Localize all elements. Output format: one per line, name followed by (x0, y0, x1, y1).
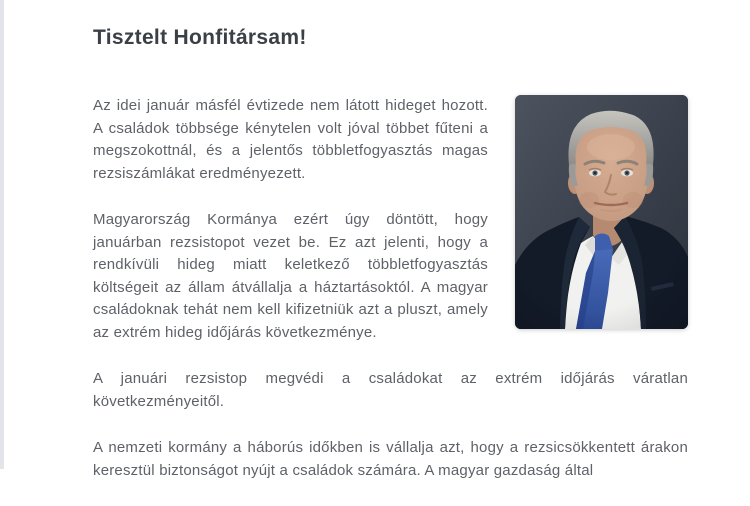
letter-content (93, 0, 688, 506)
paragraph-4: A nemzeti kormány a háborús időkben is vállalja azt, hogy a rezsicsökkentett árakon keresztül biztonságot nyújt a családok számára. A magyar gazdaság által (93, 439, 688, 479)
paragraph-3: A januári rezsistop megvédi a családokat az extrém időjárás váratlan következményeitől. (93, 370, 688, 410)
paragraph-1: Az idei január másfél évtizede nem látott hideget hozott. A családok többsége kénytelen volt jóval többet fűteni a megszokottnál, és a jelentős többletfogyasztás magas rezsiszámlákat eredményezett. (93, 97, 488, 182)
portrait-illustration (515, 95, 688, 329)
portrait-photo (515, 95, 688, 329)
paragraph-2: Magyarország Kormánya ezért úgy döntött, hogy januárban rezsistopot vezet be. Ez azt jelenti, hogy a rendkívüli hideg miatt keletkező többletfogyasztás költségeit az állam átvállalja a háztartásoktól. A magyar családoknak tehát nem kell kifizetniük azt a pluszt, amely az extrém hideg időjárás következménye. (93, 211, 488, 341)
letter-title: Tisztelt Honfitársam! (93, 26, 307, 49)
page-edge-strip (0, 0, 4, 469)
